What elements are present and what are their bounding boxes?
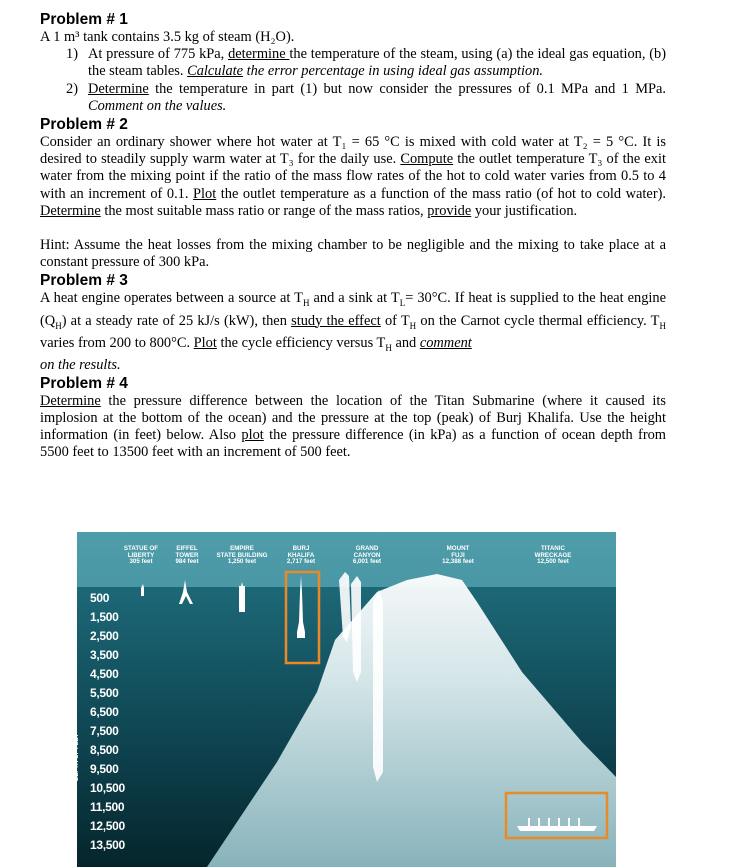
- problem-1-item-2: [66, 81, 666, 115]
- item-number: 1): [66, 46, 78, 63]
- infographic-art: [77, 532, 616, 867]
- text: At pressure of 775 kPa,: [88, 46, 229, 63]
- text: your justification.: [471, 202, 578, 219]
- problem-1-intro: A 1 m³ tank contains 3.5 kg of steam (H₂O).: [40, 29, 295, 45]
- problem-1-item-1: [66, 46, 666, 80]
- problem-2-title: Problem # 2: [40, 116, 128, 134]
- text-underlined: plot: [241, 427, 264, 444]
- document-body: [40, 10, 666, 462]
- problem-3-title: Problem # 3: [40, 272, 128, 290]
- depth-label: 2,500: [90, 629, 119, 643]
- text: and: [391, 334, 420, 351]
- text: and a sink at T: [309, 290, 400, 307]
- text-underlined: Determine: [40, 202, 101, 219]
- text-underlined: Determine: [88, 80, 149, 97]
- text: Consider an ordinary shower where hot water at T₁ = 65 °C is mixed with cold water at T₂ = 5 °C. It is desired to steadily supply warm water at T₃ for the daily use.: [40, 134, 666, 168]
- subscript: H: [55, 320, 62, 331]
- item-number: 2): [66, 80, 78, 97]
- depth-axis: [74, 532, 129, 867]
- text: the outlet temperature as a function of the mass ratio (of hot to cold water).: [216, 185, 667, 202]
- depth-label: 10,500: [90, 781, 125, 795]
- depth-label: 5,500: [90, 686, 119, 700]
- problem-2-text: [40, 134, 666, 220]
- empire-state-building: [239, 582, 245, 612]
- text-italic: on the results.: [40, 356, 121, 373]
- problem-1-list: [40, 46, 666, 115]
- text-underlined: Plot: [193, 185, 217, 202]
- problem-4-title: Problem # 4: [40, 374, 128, 392]
- depth-label: 11,500: [90, 800, 125, 814]
- depth-label: 4,500: [90, 667, 119, 681]
- text: the temperature in part (1) but now consider the pressures of 0.1 MPa and 1 MPa.: [148, 80, 666, 97]
- depth-label: 1,500: [90, 610, 119, 624]
- text: the pressure difference between the location of the Titan Submarine (where it caused its implosion at the bottom of the ocean) and the pressure at the top (peak) of Burj Khalifa. Use the height information (in feet) below. Also: [40, 392, 666, 444]
- depth-label: 6,500: [90, 705, 119, 719]
- text-italic: Comment on the values.: [88, 97, 227, 114]
- text: the pressure difference (in kPa) as a function of ocean depth from 5500 feet to 13500 feet with an increment of 500 feet.: [40, 427, 667, 461]
- depth-label: 9,500: [90, 762, 119, 776]
- titanic-wreck: [517, 826, 597, 831]
- text-underlined: determine: [228, 46, 290, 63]
- label-statue-of-liberty: STATUE OF LIBERTY 305 feet: [123, 545, 159, 566]
- text-italic: the error percentage in using ideal gas assumption.: [243, 63, 543, 80]
- depth-label: 12,500: [90, 819, 125, 833]
- label-eiffel-tower: EIFFEL TOWER 984 feet: [175, 545, 199, 566]
- subscript: H: [659, 320, 666, 331]
- text: the temperature of the steam, using (a) the ideal gas equation, (b) the steam tables.: [88, 46, 667, 80]
- text-underlined: Calculate: [187, 63, 244, 80]
- text-underlined: study the effect: [291, 312, 381, 329]
- text-underlined: provide: [427, 202, 472, 219]
- text: the cycle efficiency versus T: [216, 334, 386, 351]
- problem-4-text: [40, 393, 666, 462]
- label-burj-khalifa: BURJ KHALIFA 2,717 feet: [286, 545, 316, 566]
- depth-label: 3,500: [90, 648, 119, 662]
- text: ) at a steady rate of 25 kJ/s (kW), then: [61, 312, 292, 329]
- problem-1-title: Problem # 1: [40, 11, 128, 28]
- depth-axis-title: DEPTH OF FEET: [74, 733, 80, 781]
- depth-label: 7,500: [90, 724, 119, 738]
- text: the outlet temperature T₃ of the exit water from the mixing point if the ratio of the mass flow rates of the hot to cold water varies from 0.5 to 4 with an increment of 0.1.: [40, 151, 666, 202]
- text-underlined: Determine: [40, 392, 101, 409]
- subscript: H: [385, 342, 392, 353]
- text-underlined: Plot: [193, 334, 217, 351]
- text: the most suitable mass ratio or range of the mass ratios,: [100, 202, 428, 219]
- text: on the Carnot cycle thermal efficiency. T: [416, 312, 660, 329]
- text-underlined: Compute: [400, 151, 454, 168]
- problem-3-text: [40, 290, 666, 373]
- text: = 30°C. If heat is supplied to the heat engine (Q: [40, 290, 666, 329]
- label-empire-state: EMPIRE STATE BUILDING 1,250 feet: [216, 545, 268, 566]
- depth-label: 500: [90, 591, 110, 605]
- text-underlined: comment: [419, 334, 472, 351]
- label-mount-fuji: MOUNT FUJI 12,388 feet: [442, 545, 474, 566]
- label-grand-canyon: GRAND CANYON 6,001 feet: [352, 545, 382, 566]
- depth-label: 8,500: [90, 743, 119, 757]
- subscript: H: [409, 320, 417, 331]
- subscript: H: [302, 298, 310, 309]
- depth-label: 13,500: [90, 838, 125, 852]
- label-titanic: TITANIC WRECKAGE 12,500 feet: [534, 545, 572, 566]
- text: A heat engine operates between a source at T: [40, 290, 303, 307]
- problem-2-hint: Hint: Assume the heat losses from the mixing chamber to be negligible and the mixing to take place at a constant pressure of 300 kPa.: [40, 237, 666, 271]
- text: varies from 200 to 800°C.: [40, 334, 194, 351]
- subscript: L: [399, 298, 406, 309]
- text: of T: [380, 312, 410, 329]
- height-depth-infographic: [74, 532, 616, 867]
